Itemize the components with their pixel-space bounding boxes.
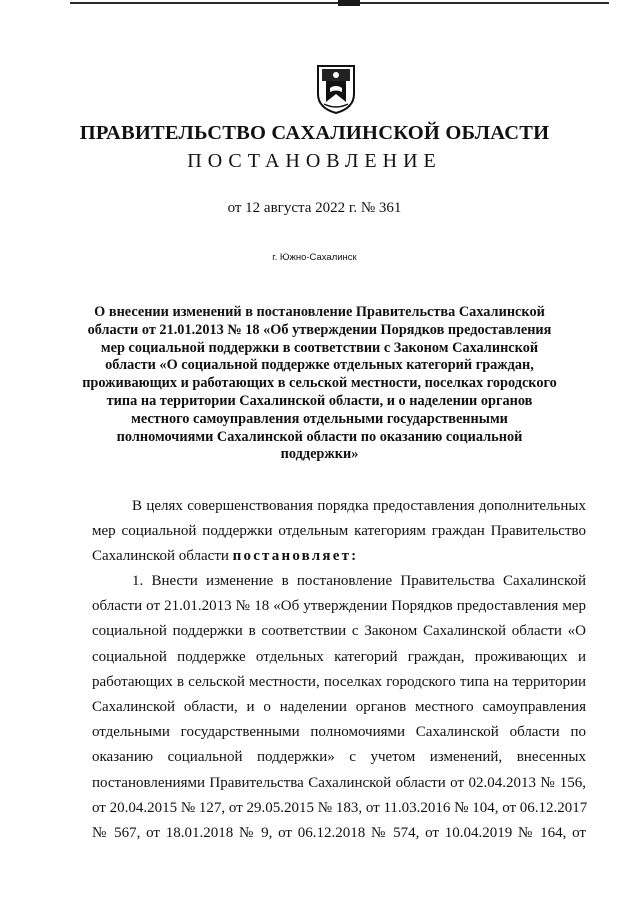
subject-line: мер социальной поддержки в соответствии с Законом Сахалинской <box>100 339 539 356</box>
subject-line: поддержки» <box>280 446 359 463</box>
subject-line: области «О социальной поддержке отдельных категорий граждан, <box>105 357 534 374</box>
government-title: ПРАВИТЕЛЬСТВО САХАЛИНСКОЙ ОБЛАСТИ <box>79 122 550 144</box>
item-1-line: социальной поддержке отдельных категорий граждан, проживающих и <box>92 648 586 665</box>
decree-subject <box>62 304 577 464</box>
city-name: г. Южно-Сахалинск <box>272 252 357 263</box>
item-1-line: от 20.04.2015 № 127, от 29.05.2015 № 183, от 11.03.2016 № 104, от 06.12.2017 <box>92 799 588 816</box>
decree-title: ПОСТАНОВЛЕНИЕ <box>187 150 442 172</box>
subject-line: области от 21.01.2013 № 18 «Об утверждении Порядков предоставления <box>87 321 552 338</box>
item-1-line: Сахалинской области, и о наделении органов местного самоуправления <box>92 698 586 715</box>
item-1-line: социальной поддержки в соответствии с Законом Сахалинской области «О <box>92 623 586 640</box>
top-edge-mark <box>338 0 360 6</box>
decree-date-number: от 12 августа 2022 г. № 361 <box>227 200 402 216</box>
item-1-line: работающих в сельской местности, поселках городского типа на территории <box>92 673 586 690</box>
item-1-line: № 567, от 18.01.2018 № 9, от 06.12.2018 № 574, от 10.04.2019 № 164, от <box>92 824 586 841</box>
decree-operative-word: постановляет: <box>232 548 359 565</box>
coat-of-arms-icon <box>316 64 356 114</box>
item-1-line: постановлениями Правительства Сахалинской области от 02.04.2013 № 156, <box>92 774 586 791</box>
top-edge-rule <box>0 0 629 6</box>
item-1-line: отдельными государственными полномочиями Сахалинской области по <box>92 724 586 741</box>
item-1-paragraph <box>92 569 586 846</box>
subject-line: местного самоуправления отдельными государственными <box>131 410 508 427</box>
item-1-line: 1. Внести изменение в постановление Правительства Сахалинской <box>132 573 586 589</box>
preamble-paragraph <box>92 494 586 570</box>
item-1-line: оказанию социальной поддержки» с учетом изменений, внесенных <box>92 749 586 766</box>
preamble-line: В целях совершенствования порядка предоставления дополнительных <box>132 498 586 514</box>
preamble-final-text: Сахалинской области <box>92 548 233 565</box>
item-1-line: области от 21.01.2013 № 18 «Об утверждении Порядков предоставления мер <box>92 598 586 615</box>
subject-line: полномочиями Сахалинской области по оказанию социальной <box>116 428 523 445</box>
subject-line: типа на территории Сахалинской области, и о наделении органов <box>106 392 533 409</box>
subject-line: проживающих и работающих в сельской местности, поселках городского <box>82 375 557 392</box>
subject-line: О внесении изменений в постановление Правительства Сахалинской <box>94 304 545 320</box>
preamble-line: мер социальной поддержки отдельным категориям граждан Правительство <box>92 523 586 540</box>
preamble-line-final <box>92 544 586 569</box>
